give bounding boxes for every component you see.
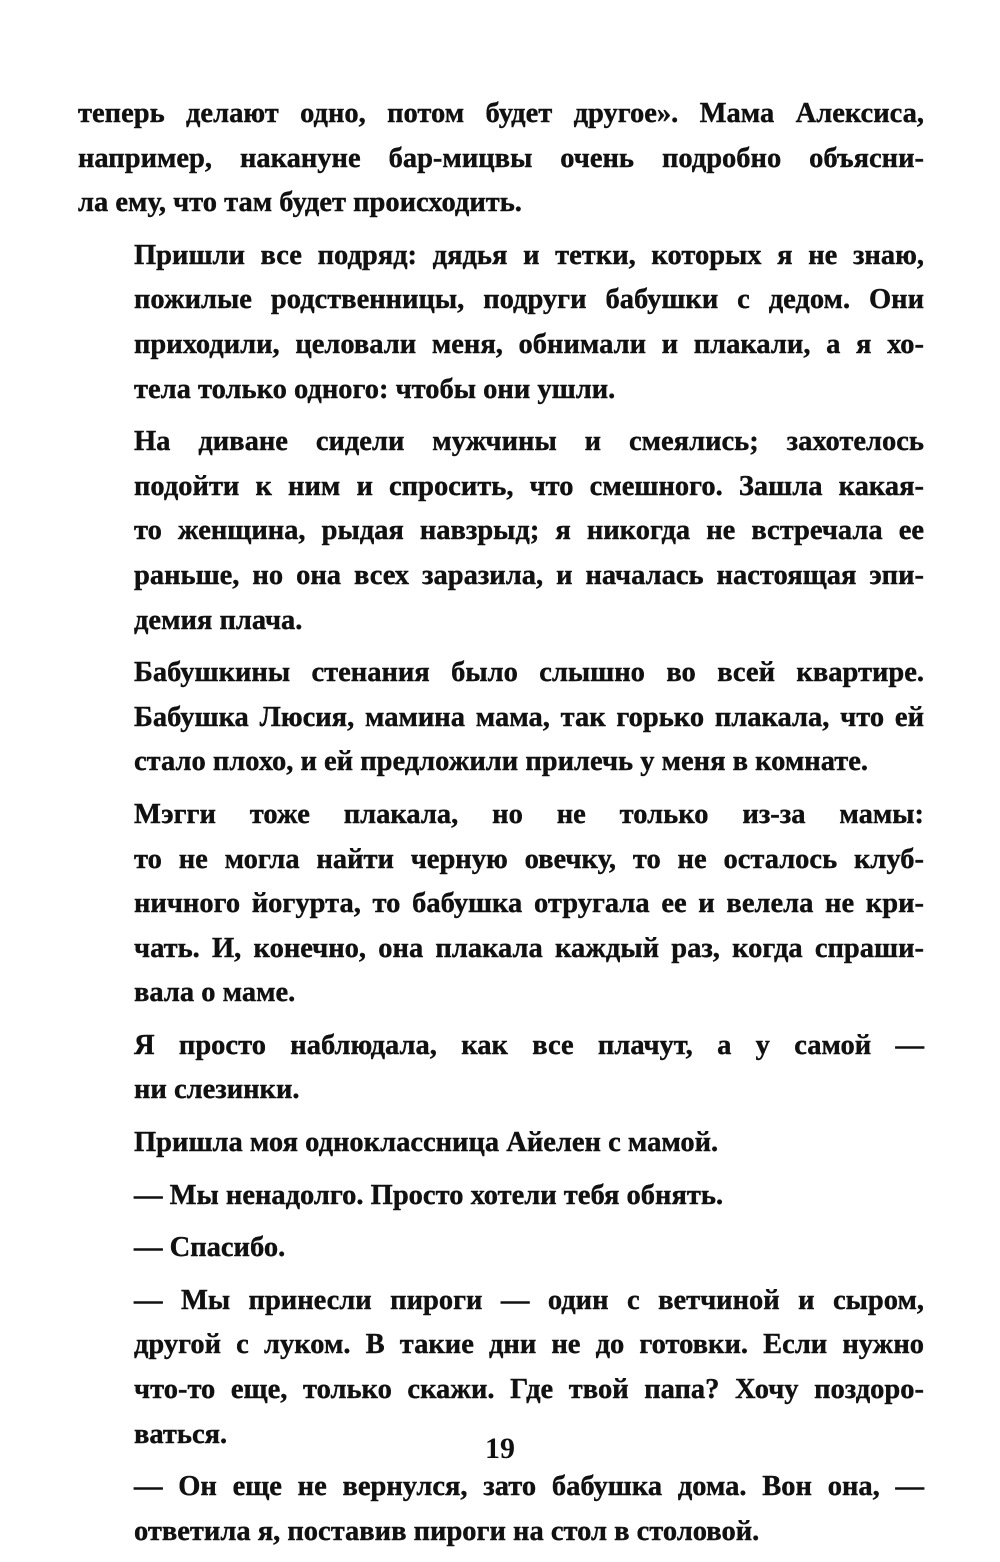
text-line: Бабушка Люсия, мамина мама, так горько плакала, что ей [134,701,924,733]
text-line: — Спасибо. [134,1232,286,1264]
text-line: например, накануне бар-мицвы очень подробно объясни- [78,142,924,174]
text-line: другой с луком. В такие дни не до готовки. Если нужно [134,1329,924,1361]
text-line: На диване сидели мужчины и смеялись; захотелось [134,426,924,458]
text-line: ответила я, поставив пироги на стол в столовой. [134,1515,760,1547]
page-number: 19 [485,1432,515,1465]
paragraph [78,1174,924,1219]
paragraph [78,234,924,412]
text-line: пожилые родственницы, подруги бабушки с дедом. Они [134,284,924,316]
text-line: — Он еще не вернулся, зато бабушка дома. Вон она, — [134,1471,924,1503]
text-line: то не могла найти черную овечку, то не осталось клуб- [134,843,924,875]
text-line: теперь делают одно, потом будет другое». Мама Алексиса, [78,98,924,129]
paragraph [78,1279,924,1457]
paragraph [78,92,924,226]
text-line: что-то еще, только скажи. Где твой папа? Хочу поздоро- [134,1374,924,1406]
text-line: Я просто наблюдала, как все плачут, а у самой — [134,1029,924,1061]
text-line: Пришла моя одноклассница Айелен с мамой. [134,1127,719,1159]
text-line: ваться. [134,1418,228,1450]
text-line: Пришли все подряд: дядья и тетки, которых я не знаю, [134,239,924,271]
text-line: — Мы ненадолго. Просто хотели тебя обнять. [134,1179,724,1211]
paragraph [78,793,924,1016]
text-line: тела только одного: чтобы они ушли. [134,373,616,405]
text-line: ничного йогурта, то бабушка отругала ее и велела не кри- [134,888,924,920]
page-body-text [78,92,924,1562]
text-line: подойти к ним и спросить, что смешного. Зашла какая- [134,470,924,502]
paragraph [78,1465,924,1554]
text-line: чать. И, конечно, она плакала каждый раз, когда спраши- [134,932,924,964]
text-line: Мэгги тоже плакала, но не только из-за мамы: [134,798,924,830]
text-line: демия плача. [134,604,303,636]
text-line: Бабушкины стенания было слышно во всей квартире. [134,657,924,689]
paragraph [78,1024,924,1113]
text-line: приходили, целовали меня, обнимали и плакали, а я хо- [134,328,924,360]
text-line: стало плохо, и ей предложили прилечь у меня в комнате. [134,746,869,778]
text-line: раньше, но она всех заразила, и началась настоящая эпи- [134,559,924,591]
paragraph [78,1226,924,1271]
text-line: ла ему, что там будет происходить. [78,187,522,219]
paragraph [78,420,924,643]
paragraph [78,1121,924,1166]
text-line: ни слезинки. [134,1074,300,1106]
paragraph [78,651,924,785]
text-line: — Мы принесли пироги — один с ветчиной и сыром, [134,1284,924,1316]
text-line: то женщина, рыдая навзрыд; я никогда не встречала ее [134,515,924,547]
text-line: вала о маме. [134,977,296,1009]
